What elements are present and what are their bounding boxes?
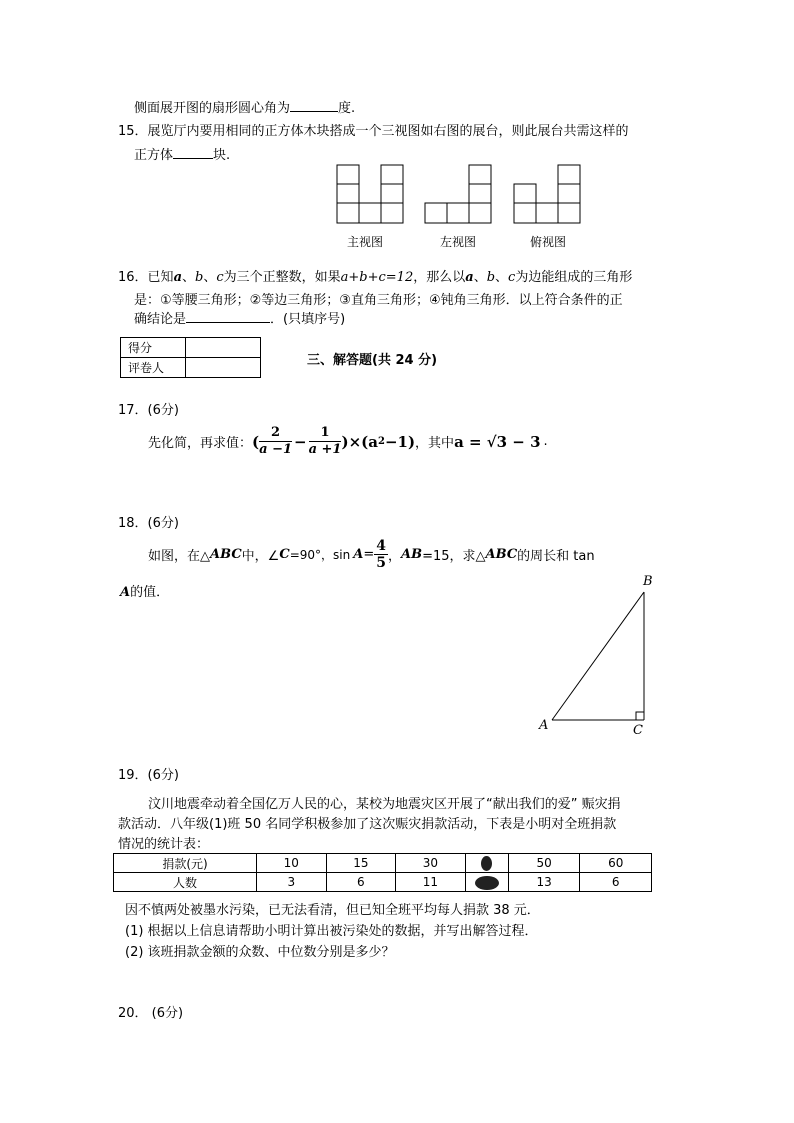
q17-end: .	[543, 434, 548, 449]
q18-header: 18．(6分)	[118, 516, 179, 531]
table-cell: 15	[326, 854, 396, 873]
left-view-label: 左视图	[440, 235, 477, 249]
three-views-figure	[0, 160, 794, 255]
q18-post: 的周长和 tan	[517, 549, 595, 564]
table-cell: 60	[580, 854, 652, 873]
q19-sub1: (1) 根据以上信息请帮助小明计算出被污染处的数据，并写出解答过程．	[125, 924, 538, 939]
q17-lparen: (	[252, 432, 260, 451]
side-ab	[552, 592, 644, 720]
top-view-label: 俯视图	[530, 235, 567, 249]
q18-frac-den: 5	[376, 555, 386, 571]
q19-sub2: (2) 该班捐款金额的众数、中位数分别是多少？	[125, 945, 395, 960]
q16-line3	[134, 308, 345, 327]
table-cell-smudged	[465, 873, 508, 892]
q15-text1: 展览厅内要用相同的正方体木块搭成一个三视图如右图的展台，则此展台共需这样的	[147, 124, 629, 139]
donation-table	[113, 853, 652, 892]
q17-aval: a = √3 − 3	[454, 432, 541, 451]
q15-text2-post: 块.	[213, 148, 231, 163]
q16-sep1: 、	[182, 270, 196, 285]
q19-note: 因不慎两处被墨水污染，已无法看清，但已知全班平均每人捐款 38 元．	[125, 903, 540, 918]
q17-body	[148, 425, 548, 458]
table-cell: 11	[396, 873, 466, 892]
vertex-label-c: C	[633, 723, 643, 738]
q16-line1	[118, 266, 632, 285]
q18-frac-num: 4	[376, 538, 386, 554]
ink-smudge-icon	[481, 856, 492, 871]
q18-eq: =	[363, 547, 375, 562]
q20-header: 20． (6分)	[118, 1006, 184, 1021]
q16-line2: 是：①等腰三角形；②等边三角形；③直角三角形；④钝角三角形．以上符合条件的正	[134, 293, 623, 308]
q16-line3-post: ．(只填序号)	[270, 312, 346, 327]
q18-abc: ABC	[210, 547, 242, 562]
q16-var-a: a	[173, 270, 182, 285]
section3-name: 三、解答题	[307, 353, 373, 368]
q15-number: 15．	[118, 124, 148, 139]
vertex-label-b: B	[643, 574, 653, 589]
q18-c: C	[279, 547, 290, 562]
section3-points: (共 24 分)	[372, 353, 438, 368]
q19-para2: 款活动．八年级(1)班 50 名同学积极参加了这次赈灾捐款活动，下表是小明对全班捐款	[118, 817, 617, 832]
q18-line2-post: 的值．	[130, 585, 170, 600]
q16-cond: a+b+c=12	[340, 270, 414, 285]
q18-a: A	[353, 547, 364, 562]
grader-cell[interactable]	[186, 358, 261, 378]
q16-number: 16．	[118, 270, 148, 285]
q16-sep4: 、	[495, 270, 509, 285]
q18-abc2: ABC	[485, 547, 518, 562]
q19-para1: 汶川地震牵动着全国亿万人民的心，某校为地震灾区开展了“献出我们的爱” 赈灾捐	[148, 797, 621, 812]
q17-tail: −1)	[384, 432, 416, 451]
q17-frac2-num: 1	[309, 425, 342, 442]
q17-text: 先化简，再求值：	[148, 436, 253, 451]
q18-pre: 如图，在△	[148, 549, 210, 564]
q16-mid: 为三个正整数，如果	[223, 270, 341, 285]
q16-var-c2: c	[508, 270, 516, 285]
q17-frac1	[259, 425, 292, 458]
grader-label: 评卷人	[121, 358, 186, 378]
q16-var-b: b	[195, 270, 204, 285]
q17-frac1-den: a −1	[259, 442, 293, 457]
table-cell: 50	[508, 854, 580, 873]
q15-line1	[118, 120, 629, 139]
ink-smudge-icon	[475, 876, 499, 890]
q16-post: ，那么以	[413, 270, 466, 285]
q16-var-b2: b	[486, 270, 496, 285]
row-label-people: 人数	[114, 873, 257, 892]
q19-header: 19．(6分)	[118, 768, 179, 783]
q19-para3: 情况的统计表：	[118, 837, 210, 852]
score-label: 得分	[121, 338, 186, 358]
q17-frac2-den: a +1	[308, 442, 342, 457]
q16-blank	[186, 310, 270, 323]
left-view-grid	[425, 165, 491, 223]
q18-ab-pre: ，	[387, 549, 401, 564]
q17-frac1-num: 2	[259, 425, 292, 442]
table-cell: 13	[508, 873, 580, 892]
q16-var-a2: a	[465, 270, 474, 285]
q14-unit: 度.	[338, 101, 356, 116]
vertex-label-a: A	[539, 718, 549, 733]
q18-mid2: =90°，sin	[289, 548, 351, 562]
section3-title	[307, 349, 437, 368]
q16-pre: 已知	[147, 270, 174, 285]
q14-tail	[134, 97, 355, 116]
q16-var-c: c	[216, 270, 224, 285]
q17-frac2	[309, 425, 342, 458]
table-row	[114, 873, 652, 892]
q16-sep3: 、	[473, 270, 487, 285]
q17-minus: −	[294, 432, 307, 451]
q18-line2	[120, 581, 169, 600]
q14-text: 侧面展开图的扇形圆心角为	[134, 101, 291, 116]
q14-blank	[290, 99, 338, 112]
top-view-grid	[514, 165, 580, 223]
q15-text2-pre: 正方体	[134, 148, 174, 163]
table-cell: 30	[396, 854, 466, 873]
table-cell: 6	[326, 873, 396, 892]
score-cell[interactable]	[186, 338, 261, 358]
q18-ab: AB	[400, 547, 423, 562]
q18-line1	[148, 538, 595, 571]
table-cell: 3	[257, 873, 327, 892]
q18-mid: 中，∠	[241, 549, 280, 564]
q17-header: 17．(6分)	[118, 403, 179, 418]
table-cell-smudged	[465, 854, 508, 873]
right-angle-mark	[636, 712, 644, 720]
q16-tail: 为边能组成的三角形	[515, 270, 633, 285]
q16-sep2: 、	[203, 270, 217, 285]
triangle-figure	[530, 568, 650, 738]
q18-frac	[374, 538, 388, 571]
q17-sup: 2	[377, 436, 385, 447]
q17-rparen: )×(a	[341, 432, 378, 451]
q17-where: ，其中	[415, 436, 455, 451]
q18-ab-post: =15，求△	[422, 549, 486, 564]
q15-blank	[173, 146, 213, 159]
front-view-label: 主视图	[347, 235, 384, 249]
q18-line2-a: A	[120, 585, 131, 600]
table-cell: 10	[257, 854, 327, 873]
row-label-amount: 捐款(元)	[114, 854, 257, 873]
table-row	[114, 854, 652, 873]
front-view-grid	[337, 165, 403, 223]
q16-line3-pre: 确结论是	[134, 312, 187, 327]
score-table	[120, 337, 261, 378]
table-cell: 6	[580, 873, 652, 892]
